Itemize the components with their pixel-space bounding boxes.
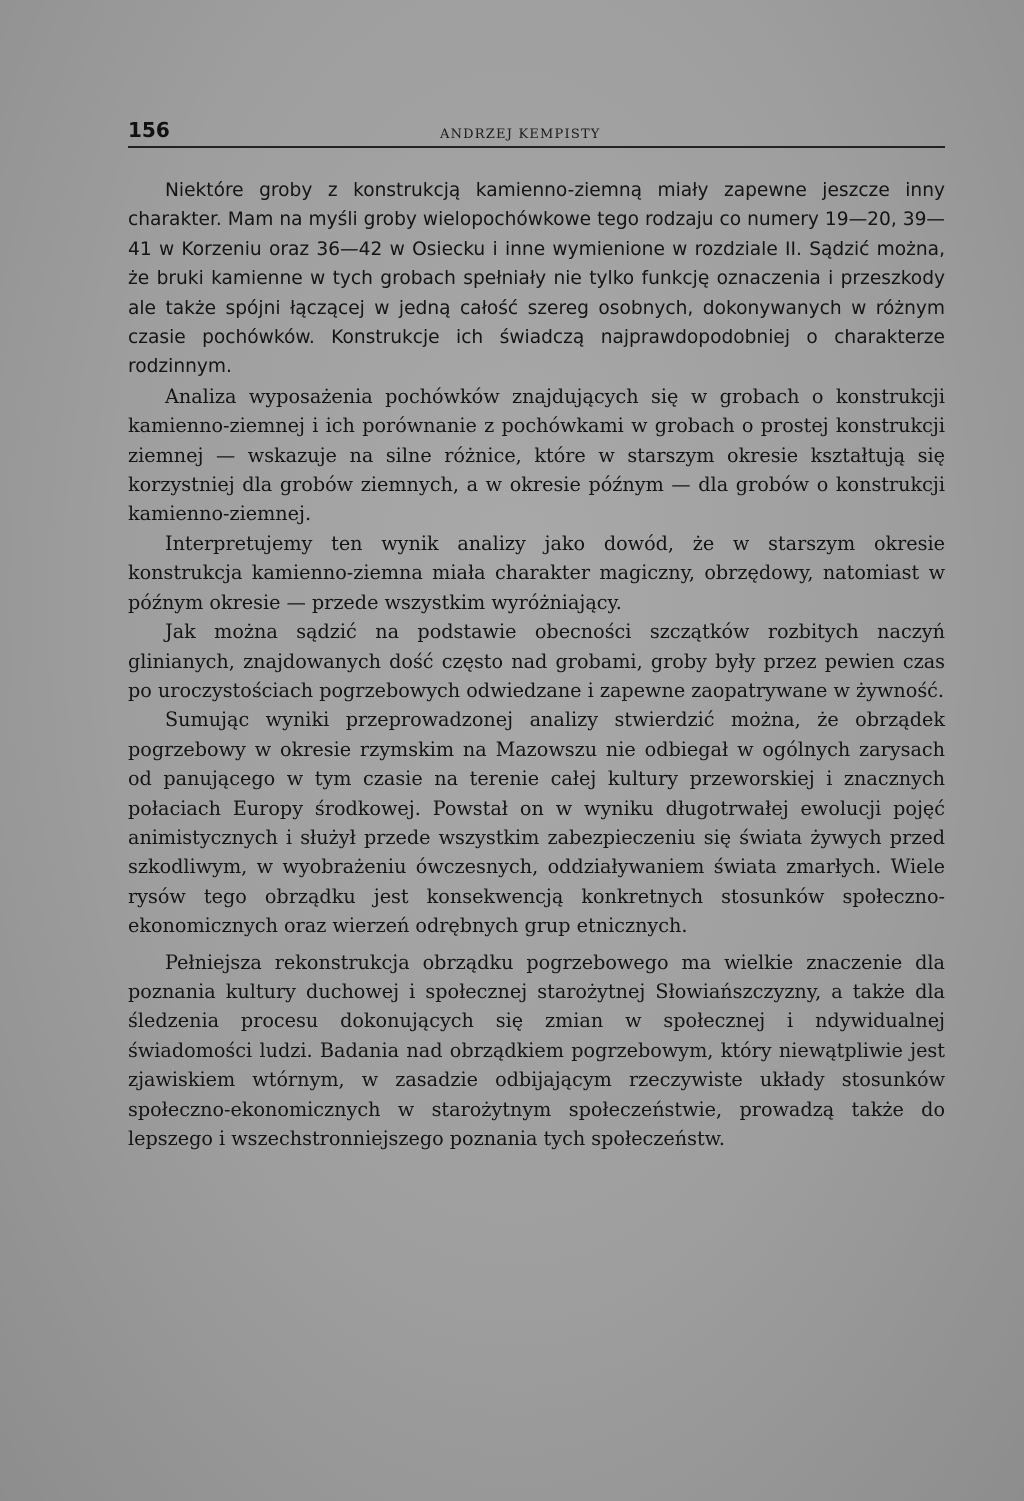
paragraph-5: Sumując wyniki przeprowadzonej analizy stwierdzić można, że obrządek pogrzebowy w okresie rzymskim na Mazowszu nie odbiegał w ogólnych zarysach od panującego w tym czasie na terenie całej kultury przeworskiej i znacznych połaciach Europy środkowej. Powstał on w wyniku długotrwałej ewolucji pojęć animistycznych i służył przede wszystkim zabezpieczeniu się świata żywych przed szkodliwym, w wyobrażeniu ówczesnych, oddziaływaniem świata zmarłych. Wiele rysów tego obrządku jest konsekwencją konkretnych stosunków społeczno-ekonomicznych oraz wierzeń odrębnych grup etnicznych. bbox=[128, 708, 945, 938]
paragraph-1: Niektóre groby z konstrukcją kamienno-ziemną miały zapewne jeszcze inny charakter. Mam na myśli groby wielopochówkowe tego rodzaju co numery 19—20, 39—41 w Korzeniu oraz 36—42 w Osiecku i inne wymienione w rozdziale II. Sądzić można, że bruki kamienne w tych grobach spełniały nie tylko funkcję oznaczenia i przeszkody ale także spójni łączącej w jedną całość szereg osobnych, dokonywanych w różnym czasie pochówków. Konstrukcje ich świadczą najprawdopodobniej o charakterze rodzinnym. bbox=[128, 180, 945, 378]
paragraph-4: Jak można sądzić na podstawie obecności szczątków rozbitych naczyń glinianych, znajdowanych dość często nad grobami, groby były przez pewien czas po uroczystościach pogrzebowych odwiedzane i zapewne zaopatrywane w żywność. bbox=[128, 620, 945, 702]
body-text bbox=[128, 176, 945, 1153]
running-head: ANDRZEJ KEMPISTY bbox=[440, 127, 601, 142]
page-number: 156 bbox=[128, 118, 170, 142]
paragraph-2: Analiza wyposażenia pochówków znajdujących się w grobach o konstrukcji kamienno-ziemnej i ich porównanie z pochówkami w grobach o prostej konstrukcji ziemnej — wskazuje na silne różnice, które w starszym okresie kształtują się korzystniej dla grobów ziemnych, a w okresie późnym — dla grobów o konstrukcji kamienno-ziemnej. bbox=[128, 384, 945, 526]
page-header bbox=[128, 116, 945, 148]
page-content bbox=[128, 116, 945, 1153]
paragraph-6: Pełniejsza rekonstrukcja obrządku pogrzebowego ma wielkie znaczenie dla poznania kultury duchowej i społecznej starożytnej Słowiańszczyzny, a także dla śledzenia procesu dokonujących się zmian w społecznej i ndywidualnej świadomości ludzi. Badania nad obrządkiem pogrzebowym, który niewątpliwie jest zjawiskiem wtórnym, w zasadzie odbijającym rzeczywiste układy stosunków społeczno-ekonomicznych w starożytnym społeczeństwie, prowadzą także do lepszego i wszechstronniejszego poznania tych społeczeństw. bbox=[128, 950, 945, 1150]
paragraph-3: Interpretujemy ten wynik analizy jako dowód, że w starszym okresie konstrukcja kamienno-ziemna miała charakter magiczny, obrzędowy, natomiast w późnym okresie — przede wszystkim wyróżniający. bbox=[128, 531, 945, 614]
